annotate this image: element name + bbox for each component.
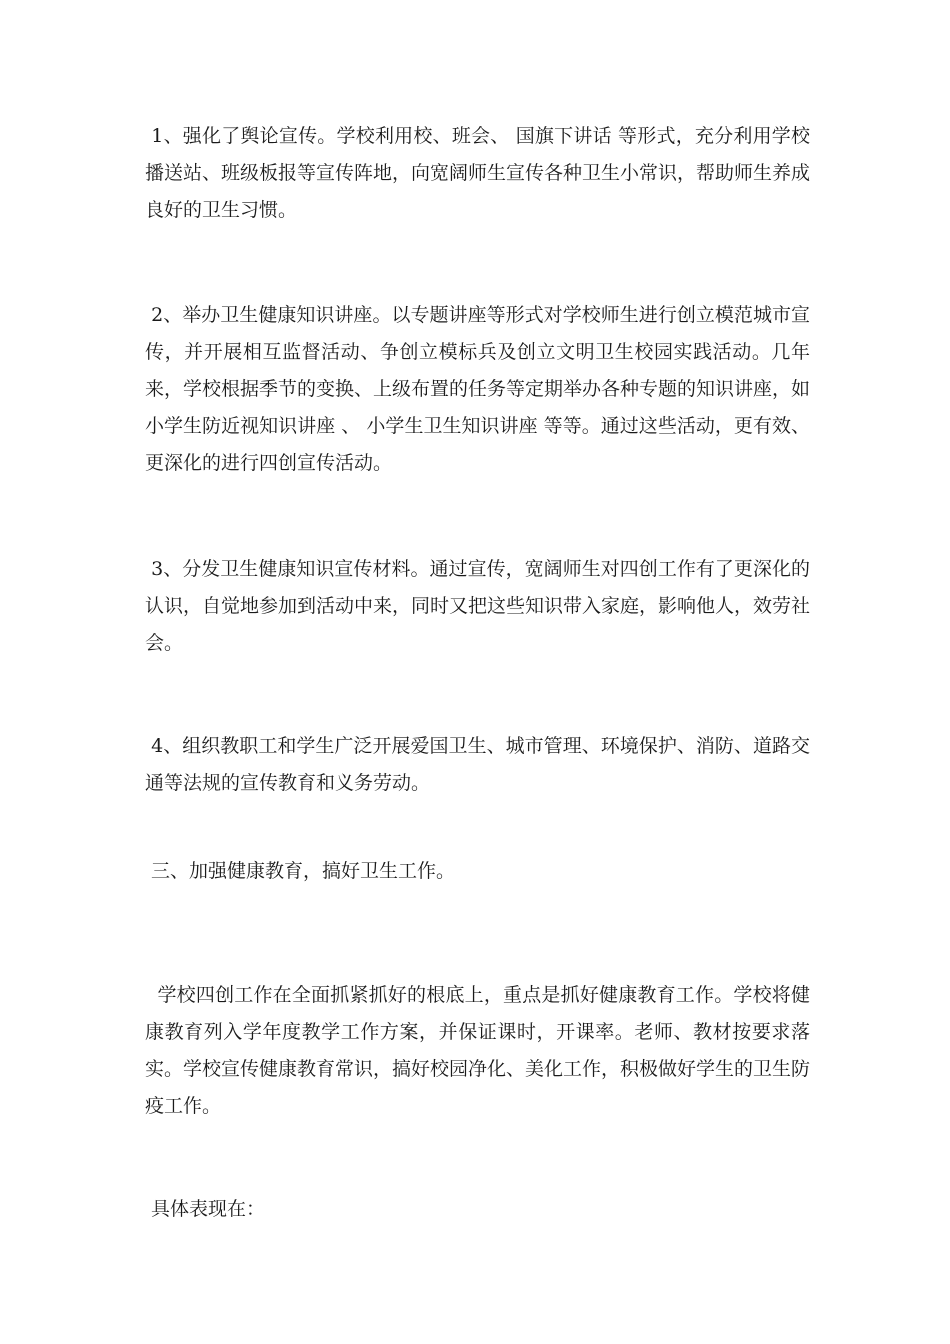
section-heading-health-education: 三、加强健康教育，搞好卫生工作。 — [145, 860, 456, 882]
paragraph-materials: 3、分发卫生健康知识宣传材料。通过宣传，宽阔师生对四创工作有了更深化的认识，自觉地参加到活动中来，同时又把这些知识带入家庭，影响他人，效劳社会。 — [145, 558, 811, 654]
paragraph-health-education: 学校四创工作在全面抓紧抓好的根底上，重点是抓好健康教育工作。学校将健康教育列入学年度教学工作方案，并保证课时，开课率。老师、教材按要求落实。学校宣传健康教育常识，搞好校园净化、美化工作，积极做好学生的卫生防疫工作。 — [145, 984, 811, 1117]
paragraph-lectures: 2、举办卫生健康知识讲座。以专题讲座等形式对学校师生进行创立模范城市宣传，并开展相互监督活动、争创立模标兵及创立文明卫生校园实践活动。几年来，学校根据季节的变换、上级布置的任务等定期举办各种专题的知识讲座，如 小学生防近视知识讲座 、 小学生卫生知识讲座 等等。通过这些活动，更有效、更深化的进行四创宣传活动。 — [145, 304, 817, 474]
paragraph-volunteer-work: 4、组织教职工和学生广泛开展爱国卫生、城市管理、环境保护、消防、道路交通等法规的宣传教育和义务劳动。 — [145, 735, 811, 794]
paragraph-publicity: 1、强化了舆论宣传。学校利用校、班会、 国旗下讲话 等形式，充分利用学校播送站、班级板报等宣传阵地，向宽阔师生宣传各种卫生小常识，帮助师生养成良好的卫生习惯。 — [145, 125, 811, 221]
paragraph-details-intro: 具体表现在： — [145, 1198, 266, 1220]
